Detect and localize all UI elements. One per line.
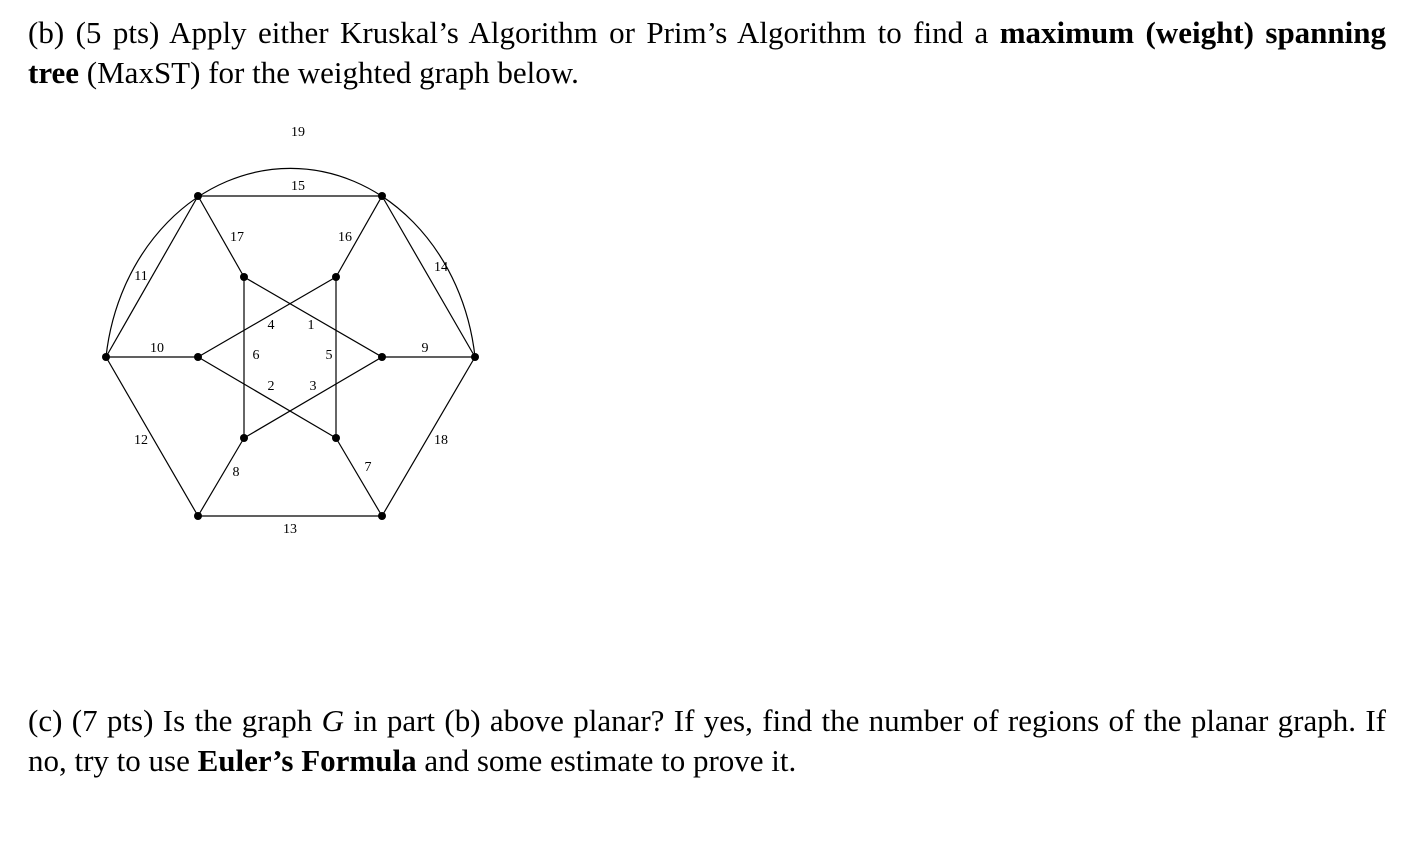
vertex-inner-left <box>194 353 202 361</box>
edge-7-weight-label: 7 <box>364 460 372 476</box>
vertex-inner-top-left <box>240 273 248 281</box>
part-c-question <box>28 701 1386 781</box>
edge-15-weight-label: 15 <box>291 179 305 195</box>
edge-10-weight-label: 10 <box>150 341 164 357</box>
edge-19-line <box>106 168 475 357</box>
edge-8-weight-label: 8 <box>232 465 240 481</box>
edge-12-weight-label: 12 <box>134 433 148 449</box>
edge-4-weight-label: 4 <box>267 318 275 334</box>
edge-6-weight-label: 6 <box>252 348 260 364</box>
vertex-top-left <box>194 192 202 200</box>
vertex-inner-right <box>378 353 386 361</box>
edge-1-line <box>244 277 382 357</box>
part-c-bold-term: Euler’s Formula <box>197 743 417 778</box>
edge-14-weight-label: 14 <box>434 260 448 276</box>
vertex-inner-bottom-left <box>240 434 248 442</box>
edge-4-line <box>198 277 336 357</box>
part-b-points: (5 pts) <box>75 15 160 50</box>
edge-14-line <box>382 196 475 357</box>
vertex-inner-top-right <box>332 273 340 281</box>
edge-3-weight-label: 3 <box>309 379 317 395</box>
part-c-label: (c) <box>28 703 63 738</box>
edge-16-weight-label: 16 <box>338 230 352 246</box>
part-b-bold-term: maximum (weight) spanning tree <box>28 15 1387 90</box>
vertex-far-right <box>471 353 479 361</box>
vertex-far-left <box>102 353 110 361</box>
edge-18-weight-label: 18 <box>434 433 448 449</box>
edge-12-line <box>106 357 198 516</box>
edge-19-weight-label: 19 <box>291 125 305 141</box>
edge-1-weight-label: 1 <box>307 318 315 334</box>
edge-17-weight-label: 17 <box>230 230 244 246</box>
edge-13-weight-label: 13 <box>283 522 297 538</box>
edge-11-line <box>106 196 198 357</box>
graph-symbol: G <box>321 703 345 738</box>
vertex-top-right <box>378 192 386 200</box>
part-c-text-1: Is the graph <box>162 703 313 738</box>
edge-9-weight-label: 9 <box>421 341 429 357</box>
edge-3-line <box>244 357 382 438</box>
edge-18-line <box>382 357 475 516</box>
part-b-text-before: Apply either Kruskal’s Algorithm or Prim’s Algorithm to find a <box>169 15 989 50</box>
edge-2-weight-label: 2 <box>267 379 275 395</box>
edge-2-line <box>198 357 336 438</box>
vertex-inner-bottom-right <box>332 434 340 442</box>
part-c-points: (7 pts) <box>71 703 154 738</box>
vertex-bottom-right <box>378 512 386 520</box>
edge-7-line <box>336 438 382 516</box>
part-c-text-2: in part (b) above planar? If yes, find the number of regions of the planar graph. If no, try to use <box>28 703 1386 778</box>
part-c-text-3: and some estimate to prove it. <box>424 743 797 778</box>
part-b-label: (b) <box>28 15 65 50</box>
edge-11-weight-label: 11 <box>134 269 148 285</box>
part-b-text-after: (MaxST) for the weighted graph below. <box>86 55 579 90</box>
edge-5-weight-label: 5 <box>325 348 333 364</box>
vertex-bottom-left <box>194 512 202 520</box>
